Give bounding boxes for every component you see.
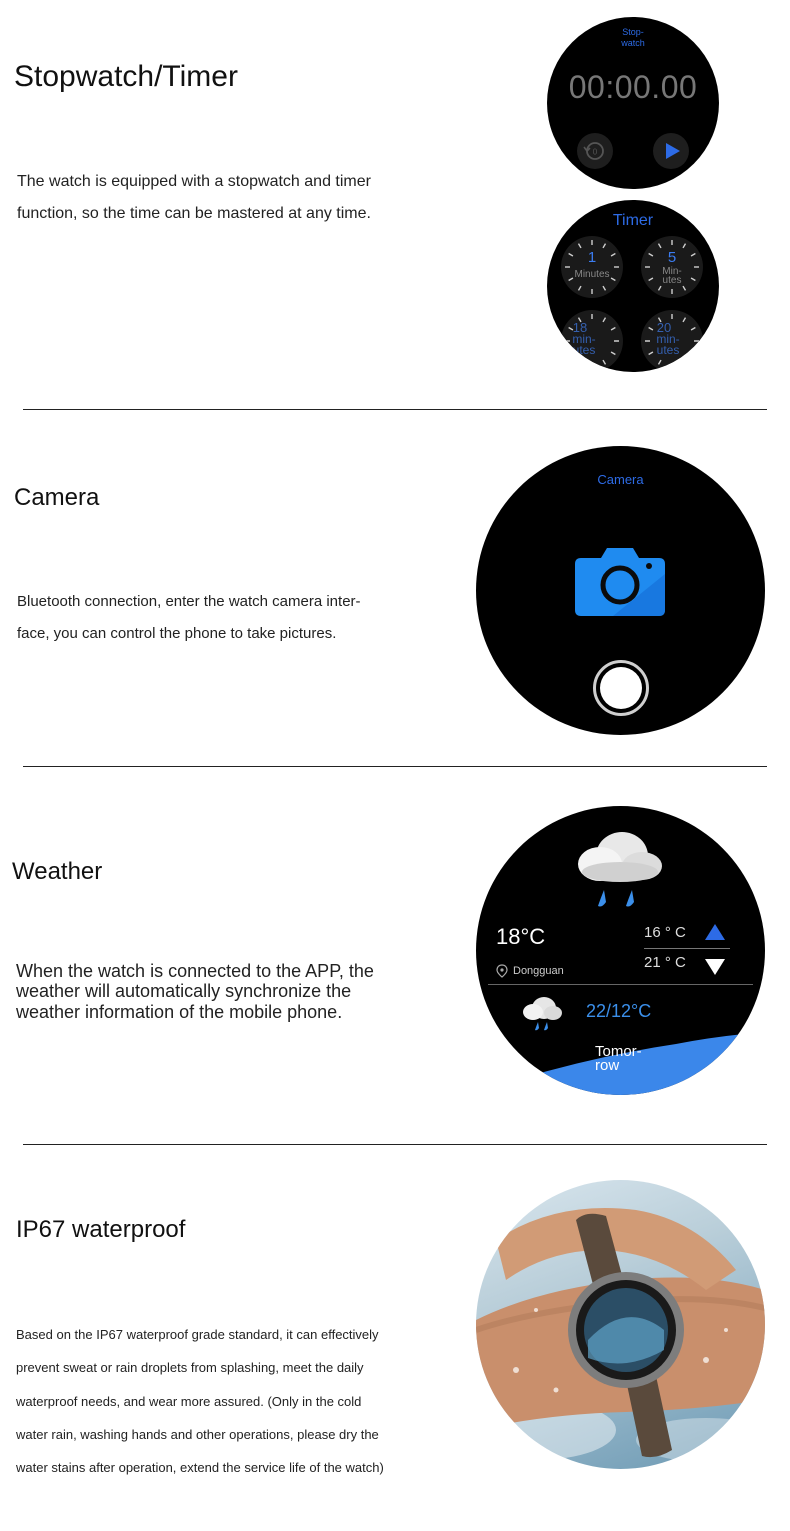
stopwatch-time: 00:00.00	[568, 69, 698, 105]
camera-screen-label: Camera	[597, 472, 644, 487]
dial-unit-line2: utes	[572, 343, 596, 357]
dial-tick	[659, 360, 662, 364]
camera-icon[interactable]	[573, 544, 667, 616]
weather-desc-line3: weather information of the mobile phone.	[16, 1002, 343, 1022]
dial-tick	[611, 328, 615, 331]
dial-unit-line2: utes	[662, 275, 682, 286]
timer-dial-18[interactable]	[561, 310, 623, 372]
stopwatch-desc-line2: function, so the time can be mastered at any time.	[17, 205, 371, 222]
stopwatch-desc-line1: The watch is equipped with a stopwatch and timer	[17, 173, 371, 190]
tomorrow-temperature-range: 22/12°C	[586, 1001, 652, 1021]
play-button[interactable]	[653, 133, 689, 169]
dial-unit-line2: utes	[656, 343, 680, 357]
temp-divider	[644, 948, 730, 949]
tomorrow-wave	[476, 1028, 765, 1095]
dial-value: 1	[587, 249, 597, 266]
waterproof-desc-line: waterproof needs, and wear more assured. (Only in the cold	[16, 1394, 362, 1409]
stopwatch-label-line1: Stop-	[622, 27, 644, 37]
reset-button[interactable]	[577, 133, 613, 169]
tomorrow-label-line2: row	[595, 1057, 620, 1074]
play-icon	[653, 133, 689, 169]
section-divider	[23, 1144, 767, 1145]
weather-divider	[488, 984, 753, 985]
dial-unit-line1: min-	[656, 332, 680, 346]
down-triangle-icon	[705, 959, 725, 975]
location-name: Dongguan	[513, 965, 564, 977]
up-triangle-icon	[705, 924, 725, 940]
waterproof-desc-line: water stains after operation, extend the service life of the watch)	[16, 1460, 384, 1475]
timer-dial-5[interactable]	[641, 236, 703, 298]
low-temperature: 21 ° C	[644, 954, 686, 971]
dial-tick	[603, 286, 606, 290]
weather-desc-line1: When the watch is connected to the APP, the	[16, 961, 374, 981]
section-divider	[23, 409, 767, 410]
waterproof-desc-line: water rain, washing hands and other operations, please dry the	[16, 1427, 379, 1442]
dial-tick	[683, 286, 686, 290]
dial-unit-line1: min-	[572, 332, 596, 346]
waterproof-photo	[476, 1180, 765, 1469]
camera-watch-face	[476, 446, 765, 735]
dial-unit: Minutes	[574, 269, 610, 280]
timer-dial-1[interactable]	[561, 236, 623, 298]
waterproof-desc-line: prevent sweat or rain droplets from splashing, meet the daily	[16, 1360, 364, 1375]
waterproof-title: IP67 waterproof	[16, 1216, 186, 1243]
dial-tick	[579, 244, 582, 248]
dial-tick	[579, 360, 582, 364]
dial-tick	[579, 286, 582, 290]
dial-tick	[683, 244, 686, 248]
stopwatch-label-line2: watch	[621, 38, 645, 48]
timer-dial-20[interactable]	[641, 310, 703, 372]
dial-value: 18	[572, 320, 588, 335]
waterproof-desc-line: Based on the IP67 waterproof grade standard, it can effectively	[16, 1327, 379, 1342]
stopwatch-watch-face	[547, 17, 719, 189]
current-temperature: 18°C	[496, 924, 546, 949]
shutter-button[interactable]	[593, 660, 649, 716]
rain-cloud-icon	[570, 820, 670, 920]
dial-value: 20	[656, 320, 672, 335]
timer-title: Timer	[612, 212, 654, 229]
tomorrow-label-line1: Tomor-	[595, 1043, 642, 1060]
stopwatch-title: Stopwatch/Timer	[14, 60, 238, 93]
high-temperature: 16 ° C	[644, 924, 686, 941]
dial-ticks-icon	[561, 236, 623, 298]
dial-tick	[603, 360, 606, 364]
camera-title: Camera	[14, 484, 100, 511]
dial-tick	[683, 360, 686, 364]
camera-desc-line1: Bluetooth connection, enter the watch camera inter-	[17, 593, 361, 610]
camera-desc-line2: face, you can control the phone to take pictures.	[17, 625, 337, 642]
dial-tick	[659, 286, 662, 290]
shutter-inner	[600, 667, 642, 709]
svg-text:0: 0	[592, 147, 598, 157]
location-pin-icon	[496, 964, 508, 978]
weather-title: Weather	[12, 858, 103, 885]
dial-unit-line1: Min-	[662, 266, 682, 277]
timer-watch-face	[547, 200, 719, 372]
dial-tick	[603, 244, 606, 248]
weather-desc-line2: weather will automatically synchronize the	[16, 981, 352, 1001]
dial-tick	[659, 244, 662, 248]
dial-value: 5	[667, 249, 677, 266]
reset-icon	[577, 133, 613, 169]
weather-watch-face	[476, 806, 765, 1095]
wrist-watch-photo	[476, 1180, 765, 1469]
section-divider	[23, 766, 767, 767]
